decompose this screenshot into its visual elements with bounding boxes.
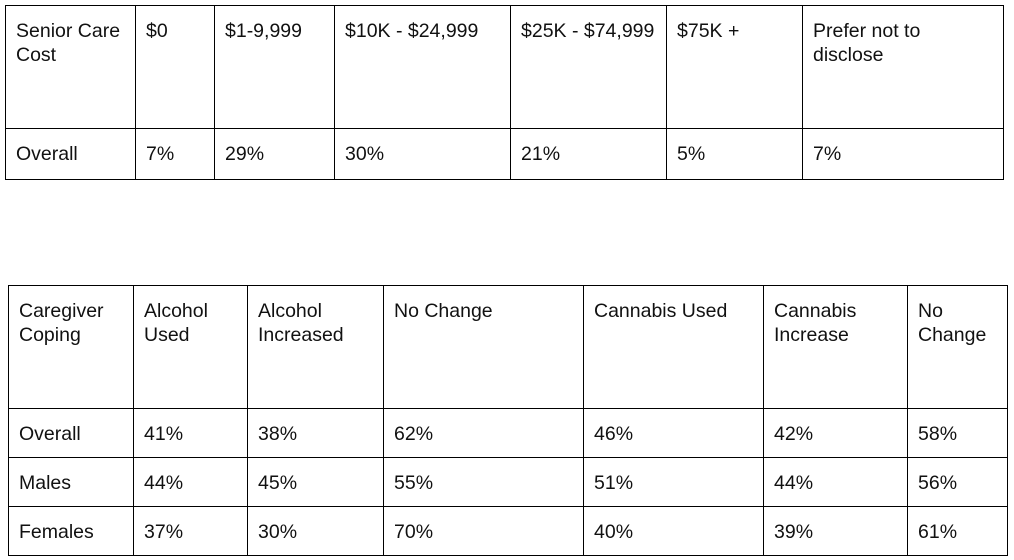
table-cell: 55% bbox=[384, 458, 584, 507]
table-cell: 41% bbox=[134, 409, 248, 458]
table-header-row bbox=[6, 6, 1004, 129]
table-cell: 40% bbox=[584, 507, 764, 556]
table-header-row bbox=[9, 286, 1008, 409]
table-cell: 5% bbox=[667, 129, 803, 180]
table-row bbox=[9, 458, 1008, 507]
header-cell: $25K - $74,999 bbox=[511, 6, 667, 129]
table-cell: 7% bbox=[803, 129, 1004, 180]
senior-care-cost-table bbox=[5, 5, 1004, 180]
header-cell: No Change bbox=[384, 286, 584, 409]
table-cell: 44% bbox=[134, 458, 248, 507]
header-cell: Cannabis Increase bbox=[764, 286, 908, 409]
table-cell: 46% bbox=[584, 409, 764, 458]
table-row bbox=[9, 507, 1008, 556]
header-cell: Senior Care Cost bbox=[6, 6, 136, 129]
table-cell: 56% bbox=[908, 458, 1008, 507]
header-cell: Prefer not to disclose bbox=[803, 6, 1004, 129]
header-cell: $1-9,999 bbox=[215, 6, 335, 129]
header-cell: $75K + bbox=[667, 6, 803, 129]
header-cell: $0 bbox=[136, 6, 215, 129]
table-cell: 61% bbox=[908, 507, 1008, 556]
row-label-cell: Males bbox=[9, 458, 134, 507]
table-cell: 70% bbox=[384, 507, 584, 556]
table-cell: 58% bbox=[908, 409, 1008, 458]
row-label-cell: Females bbox=[9, 507, 134, 556]
row-label-cell: Overall bbox=[9, 409, 134, 458]
table-cell: 45% bbox=[248, 458, 384, 507]
table-cell: 37% bbox=[134, 507, 248, 556]
table-row bbox=[6, 129, 1004, 180]
header-cell: Alcohol Used bbox=[134, 286, 248, 409]
header-cell: Cannabis Used bbox=[584, 286, 764, 409]
table-cell: 51% bbox=[584, 458, 764, 507]
header-cell: No Change bbox=[908, 286, 1008, 409]
caregiver-coping-table bbox=[8, 285, 1008, 556]
table-cell: 30% bbox=[248, 507, 384, 556]
header-cell: Caregiver Coping bbox=[9, 286, 134, 409]
table-cell: 42% bbox=[764, 409, 908, 458]
header-cell: $10K - $24,999 bbox=[335, 6, 511, 129]
header-cell: Alcohol Increased bbox=[248, 286, 384, 409]
table-cell: 39% bbox=[764, 507, 908, 556]
table-cell: 21% bbox=[511, 129, 667, 180]
table-cell: 62% bbox=[384, 409, 584, 458]
table-row bbox=[9, 409, 1008, 458]
row-label-cell: Overall bbox=[6, 129, 136, 180]
table-cell: 29% bbox=[215, 129, 335, 180]
table-cell: 7% bbox=[136, 129, 215, 180]
table-cell: 38% bbox=[248, 409, 384, 458]
table-cell: 44% bbox=[764, 458, 908, 507]
table-cell: 30% bbox=[335, 129, 511, 180]
